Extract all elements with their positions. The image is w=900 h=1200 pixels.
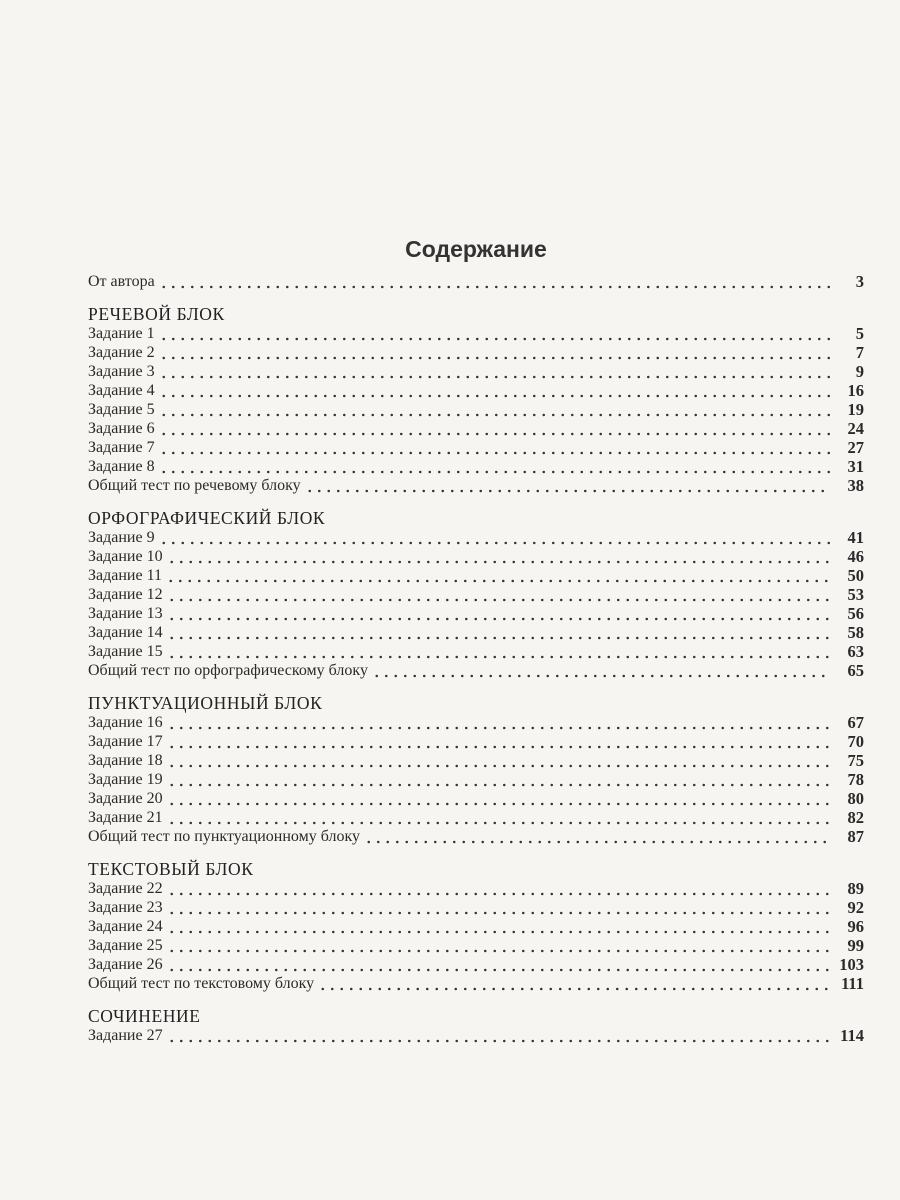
toc-entry-page: 46 xyxy=(847,547,864,566)
toc-entry[interactable] xyxy=(88,343,864,362)
toc-entry-label: Задание 26 xyxy=(88,956,163,973)
toc-entry-label: Задание 23 xyxy=(88,899,163,916)
toc-entry-page: 111 xyxy=(841,974,864,993)
toc-entry[interactable] xyxy=(88,362,864,381)
toc-entry-page: 5 xyxy=(855,324,864,343)
toc-entry-label: Задание 16 xyxy=(88,714,163,731)
toc-entry-page: 65 xyxy=(847,661,864,680)
toc-entry-label: Задание 27 xyxy=(88,1027,163,1044)
toc-entry-label: Задание 19 xyxy=(88,771,163,788)
toc-entry-page: 56 xyxy=(847,604,864,623)
dot-leader xyxy=(372,661,830,680)
toc-entry[interactable] xyxy=(88,917,864,936)
toc-entry[interactable] xyxy=(88,879,864,898)
dot-leader xyxy=(167,547,830,566)
dot-leader xyxy=(159,400,830,419)
toc-section xyxy=(88,859,864,993)
dot-leader xyxy=(167,713,830,732)
dot-leader xyxy=(167,936,830,955)
toc-entry-label: Задание 1 xyxy=(88,325,155,342)
toc-entry-page: 103 xyxy=(839,955,864,974)
toc-entry-page: 70 xyxy=(847,732,864,751)
toc-entry-label: Общий тест по речевому блоку xyxy=(88,477,301,494)
toc-entry[interactable] xyxy=(88,585,864,604)
dot-leader xyxy=(167,604,830,623)
toc-entry-label: Задание 5 xyxy=(88,401,155,418)
toc-sections xyxy=(88,304,864,1045)
toc-entry[interactable] xyxy=(88,808,864,827)
dot-leader xyxy=(167,808,830,827)
toc-entry[interactable] xyxy=(88,789,864,808)
toc-entry-page: 99 xyxy=(847,936,864,955)
dot-leader xyxy=(167,770,830,789)
toc-entry-label: Задание 3 xyxy=(88,363,155,380)
toc-entry-page: 92 xyxy=(847,898,864,917)
toc-entry-page: 78 xyxy=(847,770,864,789)
toc-entry-label: Задание 20 xyxy=(88,790,163,807)
toc-entry[interactable] xyxy=(88,974,864,993)
dot-leader xyxy=(167,1026,830,1045)
section-heading: СОЧИНЕНИЕ xyxy=(88,1006,201,1026)
toc-entry[interactable] xyxy=(88,400,864,419)
toc-entry-label: Общий тест по пунктуационному блоку xyxy=(88,828,360,845)
toc-section xyxy=(88,508,864,680)
toc-entry-page: 114 xyxy=(840,1026,864,1045)
dot-leader xyxy=(167,751,830,770)
toc-entry-label: Задание 11 xyxy=(88,567,162,584)
dot-leader xyxy=(318,974,830,993)
section-heading: ОРФОГРАФИЧЕСКИЙ БЛОК xyxy=(88,508,326,528)
toc-entry-label: Задание 6 xyxy=(88,420,155,437)
toc-entry-label: Общий тест по орфографическому блоку xyxy=(88,662,368,679)
toc-entry-page: 9 xyxy=(855,362,864,381)
toc-entry-page: 27 xyxy=(847,438,864,457)
dot-leader xyxy=(159,457,830,476)
toc-entry[interactable] xyxy=(88,770,864,789)
toc-entry-page: 67 xyxy=(847,713,864,732)
dot-leader xyxy=(159,381,830,400)
dot-leader xyxy=(159,438,830,457)
section-heading: ТЕКСТОВЫЙ БЛОК xyxy=(88,859,254,879)
toc-entry-label: Задание 21 xyxy=(88,809,163,826)
toc-entry[interactable] xyxy=(88,751,864,770)
toc-entry-page: 89 xyxy=(847,879,864,898)
toc-entry[interactable] xyxy=(88,732,864,751)
toc-entry[interactable] xyxy=(88,457,864,476)
toc-entry-label: От автора xyxy=(88,273,155,290)
toc-entry-label: Задание 24 xyxy=(88,918,163,935)
dot-leader xyxy=(167,623,830,642)
toc-entry[interactable] xyxy=(88,547,864,566)
dot-leader xyxy=(159,272,830,291)
toc-entry-page: 41 xyxy=(847,528,864,547)
dot-leader xyxy=(167,585,830,604)
dot-leader xyxy=(167,917,830,936)
section-heading: РЕЧЕВОЙ БЛОК xyxy=(88,304,225,324)
toc-entry[interactable] xyxy=(88,898,864,917)
toc-entry-page: 58 xyxy=(847,623,864,642)
toc-entry-page: 63 xyxy=(847,642,864,661)
toc-entry-page: 80 xyxy=(847,789,864,808)
page-title: Содержание xyxy=(405,236,547,262)
dot-leader xyxy=(167,955,830,974)
section-heading: ПУНКТУАЦИОННЫЙ БЛОК xyxy=(88,693,323,713)
toc-entry-label: Задание 25 xyxy=(88,937,163,954)
toc-entry-label: Задание 14 xyxy=(88,624,163,641)
toc-entry-label: Задание 22 xyxy=(88,880,163,897)
toc-entry-label: Задание 4 xyxy=(88,382,155,399)
toc-section xyxy=(88,693,864,846)
toc-entry-page: 82 xyxy=(847,808,864,827)
toc-entry-label: Задание 2 xyxy=(88,344,155,361)
toc-entry[interactable] xyxy=(88,1026,864,1045)
toc-entry-page: 19 xyxy=(847,400,864,419)
dot-leader xyxy=(166,566,830,585)
table-of-contents xyxy=(88,272,864,1045)
toc-entry[interactable] xyxy=(88,566,864,585)
dot-leader xyxy=(167,642,830,661)
toc-entry-label: Общий тест по текстовому блоку xyxy=(88,975,315,992)
toc-entry-page: 7 xyxy=(855,343,864,362)
toc-section xyxy=(88,304,864,495)
toc-entry-label: Задание 7 xyxy=(88,439,155,456)
toc-entry[interactable] xyxy=(88,381,864,400)
toc-entry-label: Задание 13 xyxy=(88,605,163,622)
toc-entry-page: 16 xyxy=(847,381,864,400)
toc-entry[interactable] xyxy=(88,713,864,732)
toc-entry-label: Задание 18 xyxy=(88,752,163,769)
dot-leader xyxy=(159,362,830,381)
toc-entry-label: Задание 8 xyxy=(88,458,155,475)
toc-entry-label: Задание 15 xyxy=(88,643,163,660)
toc-entry-page: 87 xyxy=(847,827,864,846)
dot-leader xyxy=(167,879,830,898)
toc-entry[interactable] xyxy=(88,955,864,974)
toc-entry-page: 24 xyxy=(847,419,864,438)
dot-leader xyxy=(167,898,830,917)
dot-leader xyxy=(167,789,830,808)
toc-entry[interactable] xyxy=(88,642,864,661)
toc-entry[interactable] xyxy=(88,419,864,438)
toc-entry[interactable] xyxy=(88,476,864,495)
toc-entry[interactable] xyxy=(88,827,864,846)
toc-entry-page: 96 xyxy=(847,917,864,936)
toc-entry-label: Задание 10 xyxy=(88,548,163,565)
toc-entry[interactable] xyxy=(88,936,864,955)
dot-leader xyxy=(364,827,830,846)
toc-entry-intro[interactable] xyxy=(88,272,864,291)
toc-entry-page: 53 xyxy=(847,585,864,604)
toc-entry[interactable] xyxy=(88,661,864,680)
toc-entry-label: Задание 9 xyxy=(88,529,155,546)
dot-leader xyxy=(159,528,830,547)
toc-entry-page: 31 xyxy=(847,457,864,476)
toc-entry-label: Задание 12 xyxy=(88,586,163,603)
toc-entry[interactable] xyxy=(88,623,864,642)
toc-entry-page: 50 xyxy=(847,566,864,585)
dot-leader xyxy=(159,324,830,343)
toc-entry-label: Задание 17 xyxy=(88,733,163,750)
dot-leader xyxy=(305,476,830,495)
dot-leader xyxy=(159,419,830,438)
toc-entry-page: 75 xyxy=(847,751,864,770)
toc-entry[interactable] xyxy=(88,604,864,623)
toc-entry[interactable] xyxy=(88,324,864,343)
toc-entry[interactable] xyxy=(88,438,864,457)
toc-section xyxy=(88,1006,864,1045)
dot-leader xyxy=(167,732,830,751)
dot-leader xyxy=(159,343,830,362)
toc-entry[interactable] xyxy=(88,528,864,547)
toc-entry-page: 38 xyxy=(847,476,864,495)
toc-entry-page: 3 xyxy=(855,272,864,291)
